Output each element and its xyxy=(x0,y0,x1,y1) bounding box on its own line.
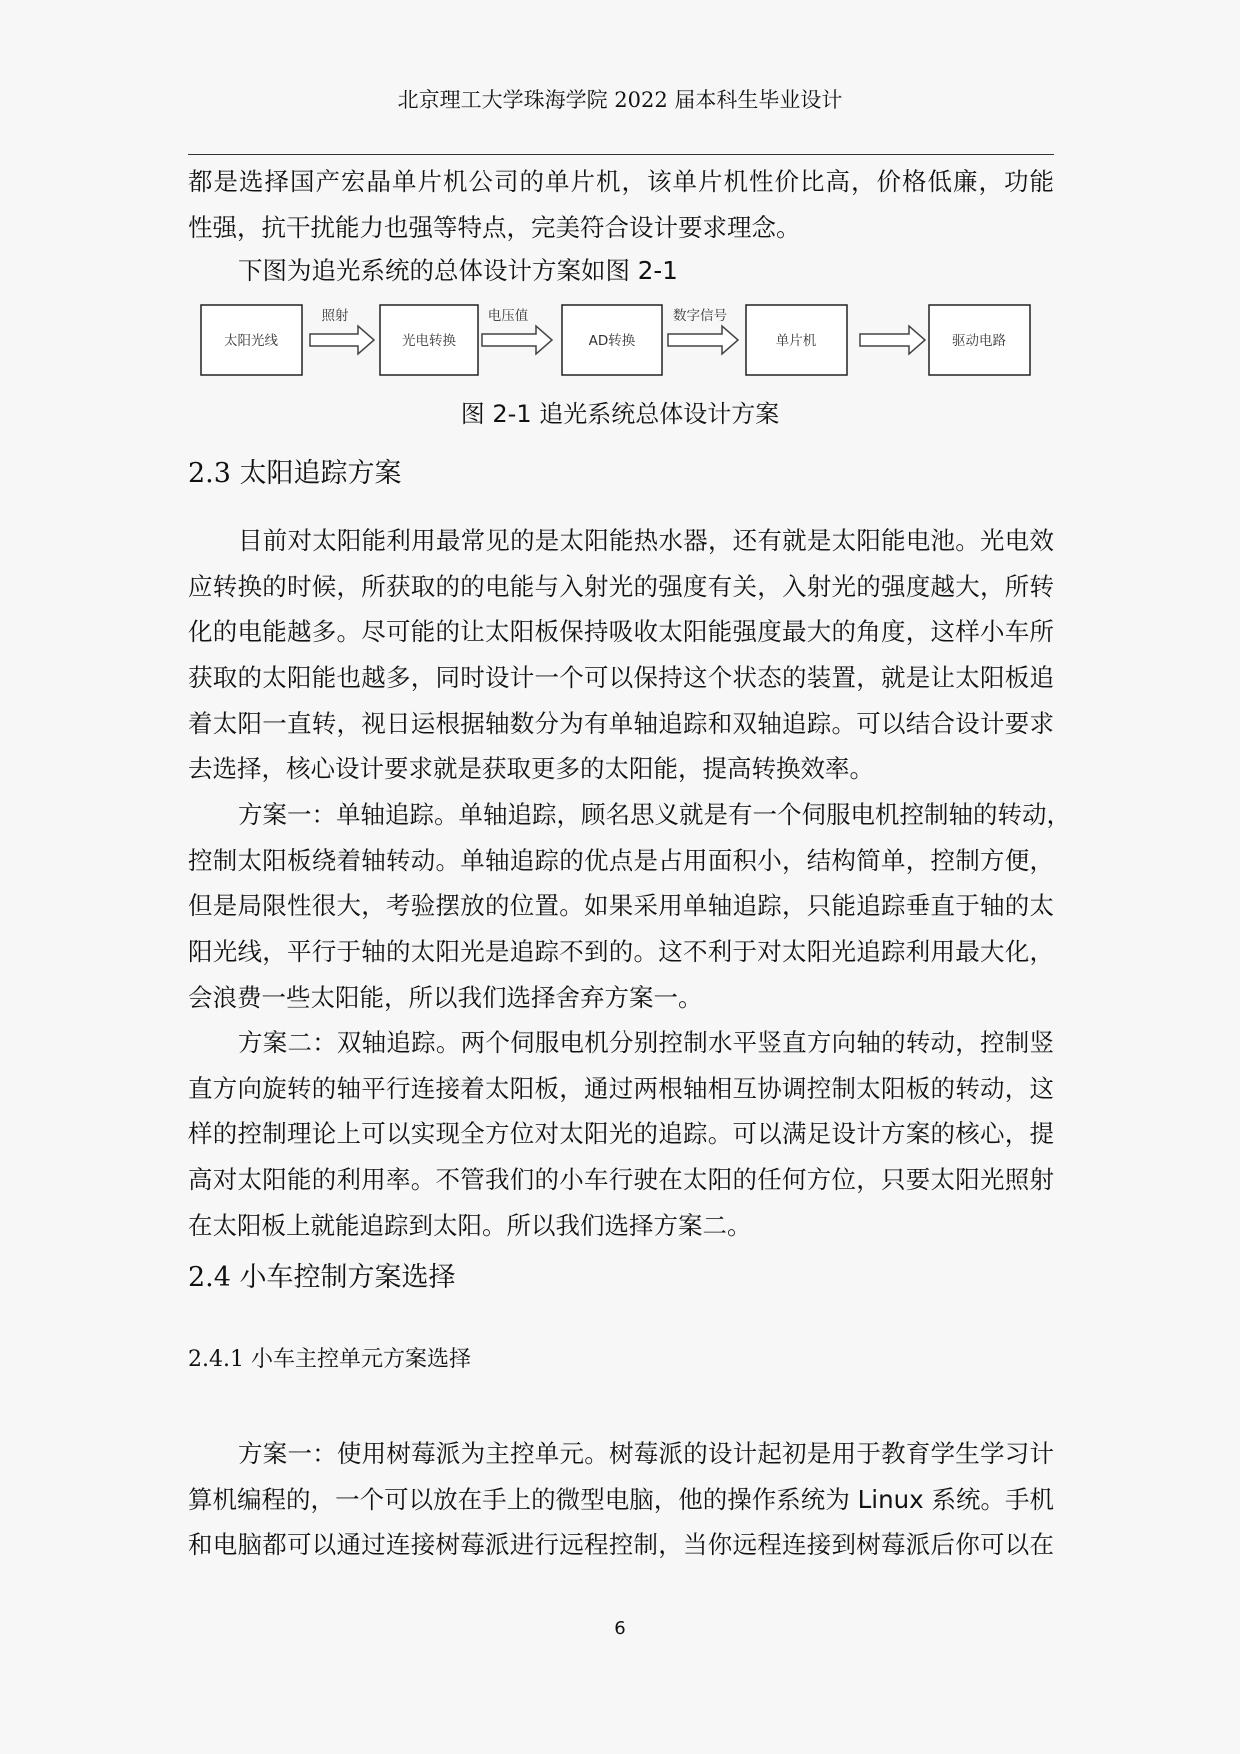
paragraph xyxy=(188,1431,1054,1568)
text-line: 样的控制理论上可以实现全方位对太阳光的追踪。可以满足设计方案的核心，提 xyxy=(188,1119,1054,1149)
text-line: 都是选择国产宏晶单片机公司的单片机，该单片机性价比高，价格低廉，功能 xyxy=(188,167,1054,196)
text-line: 方案一：使用树莓派为主控单元。树莓派的设计起初是用于教育学生学习计 xyxy=(238,1439,1054,1468)
paragraph xyxy=(188,159,1054,250)
section-number: 2.4.1 xyxy=(188,1347,244,1372)
paragraph xyxy=(188,518,1054,792)
section-heading-2-3 xyxy=(188,454,402,494)
paragraph xyxy=(188,1020,1054,1248)
paragraph xyxy=(188,792,1071,1020)
text-line: 但是局限性很大，考验摆放的位置。如果采用单轴追踪，只能追踪垂直于轴的太 xyxy=(188,891,1054,921)
diagram-box-mcu xyxy=(746,305,847,375)
section-title: 太阳追踪方案 xyxy=(239,458,402,489)
text-line: 性强，抗干扰能力也强等特点，完美符合设计要求理念。 xyxy=(188,212,801,242)
subsection-heading-2-4-1 xyxy=(188,1343,471,1377)
svg-text:光电转换: 光电转换 xyxy=(402,333,456,349)
text-line: 在太阳板上就能追踪到太阳。所以我们选择方案二。 xyxy=(188,1210,752,1240)
svg-text:AD转换: AD转换 xyxy=(588,333,636,349)
diagram-box-driver xyxy=(929,305,1030,375)
diagram-box-ad xyxy=(562,305,662,375)
text-line: 高对太阳能的利用率。不管我们的小车行驶在太阳的任何方位，只要太阳光照射 xyxy=(188,1165,1054,1195)
system-block-diagram xyxy=(190,290,1050,390)
svg-text:太阳光线: 太阳光线 xyxy=(224,333,278,349)
svg-text:单片机: 单片机 xyxy=(775,333,817,349)
header-divider xyxy=(188,154,1054,155)
diagram-box-sunlight xyxy=(201,305,302,375)
page-number: 6 xyxy=(614,1618,626,1639)
arrow-icon xyxy=(860,326,925,354)
text-line: 目前对太阳能利用最常见的是太阳能热水器，还有就是太阳能电池。光电效 xyxy=(238,526,1054,555)
svg-text:驱动电路: 驱动电路 xyxy=(952,333,1006,349)
text-line: 化的电能越多。尽可能的让太阳板保持吸收太阳能强度最大的角度，这样小车所 xyxy=(188,617,1054,647)
text-line: 去选择，核心设计要求就是获取更多的太阳能，提高转换效率。 xyxy=(188,754,874,784)
arrow-label: 电压值 xyxy=(487,308,529,324)
text-line: 控制太阳板绕着轴转动。单轴追踪的优点是占用面积小，结构简单，控制方便， xyxy=(188,845,1054,875)
arrow-label: 照射 xyxy=(321,308,349,324)
section-title: 小车控制方案选择 xyxy=(239,1262,456,1293)
page-header: 北京理工大学珠海学院 2022 届本科生毕业设计 xyxy=(397,88,843,112)
section-number: 2.3 xyxy=(188,458,231,489)
text-line: 应转换的时候，所获取的的电能与入射光的强度有关，入射光的强度越大，所转 xyxy=(188,571,1054,601)
arrow-icon xyxy=(310,326,374,354)
text-line: 方案一：单轴追踪。单轴追踪，顾名思义就是有一个伺服电机控制轴的转动， xyxy=(238,800,1071,829)
section-heading-2-4 xyxy=(188,1258,456,1298)
text-line: 获取的太阳能也越多，同时设计一个可以保持这个状态的装置，就是让太阳板追 xyxy=(188,663,1054,693)
text-line: 直方向旋转的轴平行连接着太阳板，通过两根轴相互协调控制太阳板的转动，这 xyxy=(188,1073,1054,1103)
text-line: 方案二：双轴追踪。两个伺服电机分别控制水平竖直方向轴的转动，控制竖 xyxy=(238,1028,1054,1057)
arrow-icon xyxy=(668,326,738,354)
diagram-box-photoelectric xyxy=(380,305,478,375)
text-line: 阳光线，平行于轴的太阳光是追踪不到的。这不利于对太阳光追踪利用最大化， xyxy=(188,937,1054,967)
text-line: 和电脑都可以通过连接树莓派进行远程控制，当你远程连接到树莓派后你可以在 xyxy=(188,1530,1054,1560)
section-title: 小车主控单元方案选择 xyxy=(250,1347,471,1372)
arrow-icon xyxy=(482,326,552,354)
text-line: 着太阳一直转，视日运根据轴数分为有单轴追踪和双轴追踪。可以结合设计要求 xyxy=(188,708,1054,738)
paragraph xyxy=(188,248,1054,294)
text-line: 会浪费一些太阳能，所以我们选择舍弃方案一。 xyxy=(188,982,703,1012)
text-line: 下图为追光系统的总体设计方案如图 2-1 xyxy=(238,256,678,285)
figure-caption: 图 2-1 追光系统总体设计方案 xyxy=(460,400,780,428)
arrow-label: 数字信号 xyxy=(673,308,727,324)
section-number: 2.4 xyxy=(188,1262,231,1293)
text-line: 算机编程的，一个可以放在手上的微型电脑，他的操作系统为 Linux 系统。手机 xyxy=(188,1484,1054,1514)
